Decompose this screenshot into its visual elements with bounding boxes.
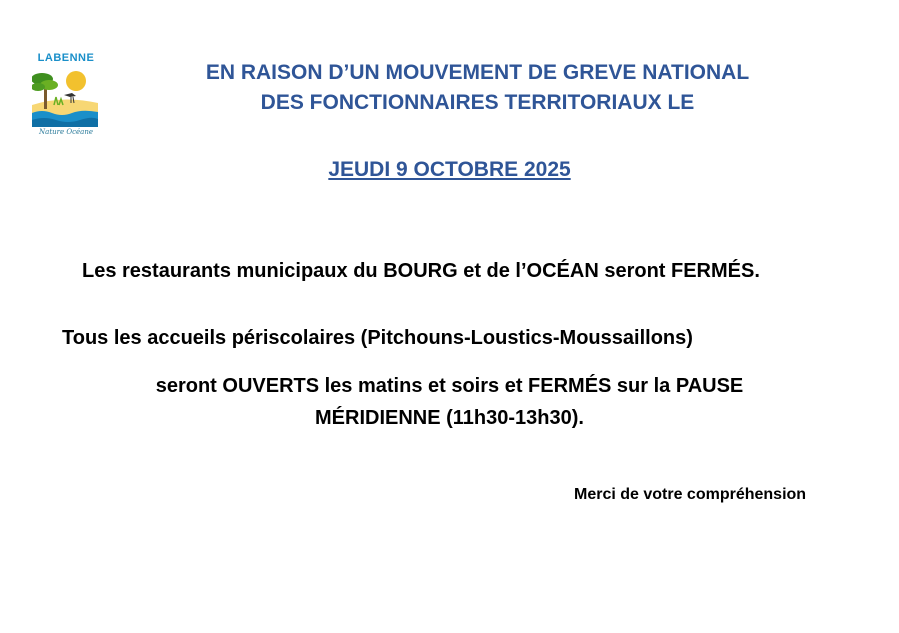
strike-date [0,155,899,185]
restaurants-closed-text: Les restaurants municipaux du BOURG et de l’OCÉAN seront FERMÉS. [82,260,760,282]
logo-name: LABENNE [37,52,95,64]
heading-line-1: EN RAISON D’UN MOUVEMENT DE GREVE NATIONAL [205,61,750,84]
open-hours-line-1-text: seront OUVERTS les matins et soirs et FERMÉS sur la PAUSE [155,375,744,397]
logo-tagline: Nature Océane [39,128,93,136]
open-hours-line-1 [0,372,899,400]
open-hours-line-2-text: MÉRIDIENNE (11h30-13h30). [315,407,584,429]
periscolaire-text: Tous les accueils périscolaires (Pitchouns-Loustics-Moussaillons) [62,327,693,349]
thanks-text: Merci de votre compréhension [574,486,807,503]
open-hours-line-2 [0,404,899,432]
heading-line-2: DES FONCTIONNAIRES TERRITORIAUX LE [260,91,695,114]
strike-date-text: JEUDI 9 OCTOBRE 2025 [328,158,571,181]
